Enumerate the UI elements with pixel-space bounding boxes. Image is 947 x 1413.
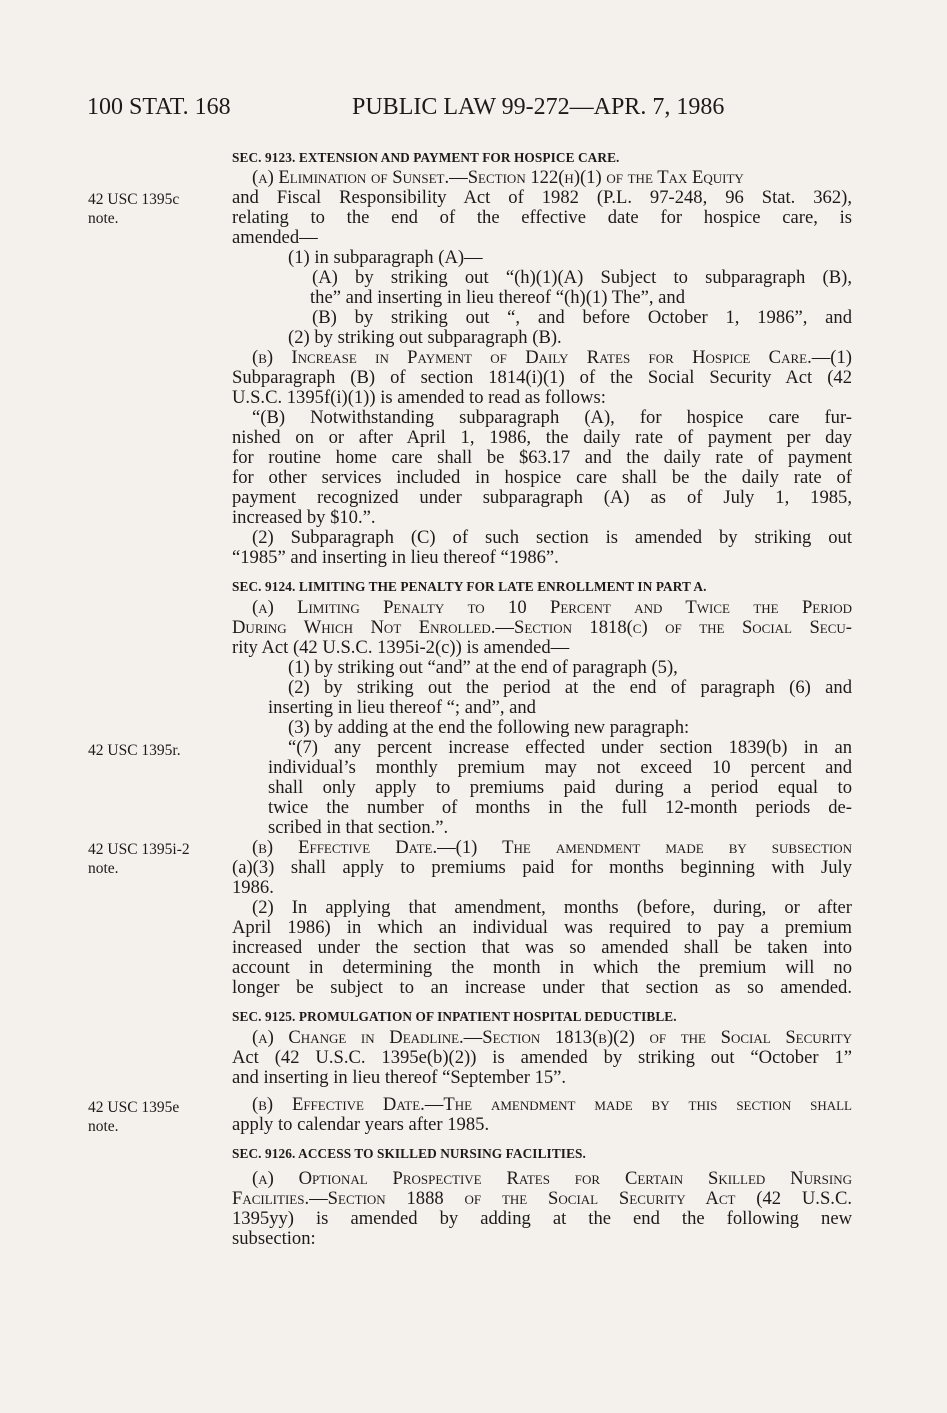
text-line: 1395yy) is amended by adding at the end the following new (232, 1208, 852, 1229)
law-title: PUBLIC LAW 99-272—APR. 7, 1986 (352, 94, 725, 120)
text-line: (2) Subparagraph (C) of such section is amended by striking out (252, 527, 852, 548)
text-line: relating to the end of the effective date for hospice care, is (232, 207, 852, 228)
text-line: increased by $10.”. (232, 507, 376, 528)
text-line: “(7) any percent increase effected under section 1839(b) in an (288, 737, 852, 758)
text-line: scribed in that section.”. (268, 817, 449, 838)
text-line: for other services included in hospice care shall be the daily rate of (232, 467, 852, 488)
text-line: (a) Change in Deadline.—Section 1813(b)(2) of the Social Security (252, 1027, 852, 1048)
section-heading-9124: SEC. 9124. LIMITING THE PENALTY FOR LATE ENROLLMENT IN PART A. (232, 579, 707, 594)
margin-note-1395e: 42 USC 1395e note. (88, 1099, 180, 1135)
section-heading-9123: SEC. 9123. EXTENSION AND PAYMENT FOR HOSPICE CARE. (232, 150, 620, 165)
text-line: (2) by striking out subparagraph (B). (288, 327, 562, 348)
text-line: Facilities.—Section 1888 of the Social Security Act (42 U.S.C. (232, 1188, 852, 1209)
text-line: inserting in lieu thereof “; and”, and (268, 697, 536, 718)
text-line: and inserting in lieu thereof “September 15”. (232, 1067, 567, 1088)
text-line: “(B) Notwithstanding subparagraph (A), for hospice care fur- (252, 407, 852, 428)
text-line: and Fiscal Responsibility Act of 1982 (P.L. 97-248, 96 Stat. 362), (232, 187, 852, 208)
margin-note-1395r: 42 USC 1395r. (88, 742, 181, 759)
section-heading-9126: SEC. 9126. ACCESS TO SKILLED NURSING FACILITIES. (232, 1146, 586, 1161)
text-line: (A) by striking out “(h)(1)(A) Subject to subparagraph (B), (312, 267, 852, 288)
text-line: U.S.C. 1395f(i)(1)) is amended to read as follows: (232, 387, 606, 408)
text-line: nished on or after April 1, 1986, the daily rate of payment per day (232, 427, 852, 448)
text-line: (3) by adding at the end the following new paragraph: (288, 717, 690, 738)
text-line: (2) by striking out the period at the end of paragraph (6) and (288, 677, 852, 698)
text-line: (2) In applying that amendment, months (before, during, or after (252, 897, 852, 918)
text-line: (a)(3) shall apply to premiums paid for months beginning with July (232, 857, 852, 878)
text-line: increased under the section that was so amended shall be taken into (232, 937, 852, 958)
text-line: apply to calendar years after 1985. (232, 1114, 490, 1135)
text-line: for routine home care shall be $63.17 and the daily rate of payment (232, 447, 852, 468)
text-line: (a) Elimination of Sunset.—Section 122(h)(1) of the Tax Equity (252, 167, 744, 188)
text-line: “1985” and inserting in lieu thereof “1986”. (232, 547, 559, 568)
text-line: (b) Increase in Payment of Daily Rates for Hospice Care.—(1) (252, 347, 852, 368)
text-line: (a) Optional Prospective Rates for Certain Skilled Nursing (252, 1168, 852, 1189)
text-line: (1) in subparagraph (A)— (288, 247, 483, 268)
text-line: (b) Effective Date.—(1) The amendment made by subsection (252, 837, 852, 858)
text-line: (B) by striking out “, and before October 1, 1986”, and (312, 307, 852, 328)
text-line: account in determining the month in which the premium will no (232, 957, 852, 978)
body-text (232, 0, 852, 1413)
text-line: longer be subject to an increase under that section as so amended. (232, 977, 852, 998)
margin-note-1395c: 42 USC 1395c note. (88, 191, 180, 227)
text-line: subsection: (232, 1228, 316, 1249)
text-line: amended— (232, 227, 318, 248)
text-line: twice the number of months in the full 12-month periods de- (268, 797, 852, 818)
text-line: the” and inserting in lieu thereof “(h)(1) The”, and (310, 287, 685, 308)
text-line: Act (42 U.S.C. 1395e(b)(2)) is amended by striking out “October 1” (232, 1047, 852, 1068)
text-line: payment recognized under subparagraph (A) as of July 1, 1985, (232, 487, 852, 508)
page-reference: 100 STAT. 168 (87, 94, 231, 120)
text-line: shall only apply to premiums paid during a period equal to (268, 777, 852, 798)
section-heading-9125: SEC. 9125. PROMULGATION OF INPATIENT HOSPITAL DEDUCTIBLE. (232, 1009, 677, 1024)
text-line: (1) by striking out “and” at the end of paragraph (5), (288, 657, 678, 678)
margin-note-1395i-2: 42 USC 1395i-2 note. (88, 841, 190, 877)
text-line: Subparagraph (B) of section 1814(i)(1) of the Social Security Act (42 (232, 367, 852, 388)
text-line: individual’s monthly premium may not exceed 10 percent and (268, 757, 852, 778)
text-line: rity Act (42 U.S.C. 1395i-2(c)) is amended— (232, 637, 570, 658)
text-line: During Which Not Enrolled.—Section 1818(c) of the Social Secu- (232, 617, 852, 638)
text-line: (a) Limiting Penalty to 10 Percent and Twice the Period (252, 597, 852, 618)
text-line: (b) Effective Date.—The amendment made by this section shall (252, 1094, 852, 1115)
text-line: 1986. (232, 877, 274, 898)
text-line: April 1986) in which an individual was required to pay a premium (232, 917, 852, 938)
